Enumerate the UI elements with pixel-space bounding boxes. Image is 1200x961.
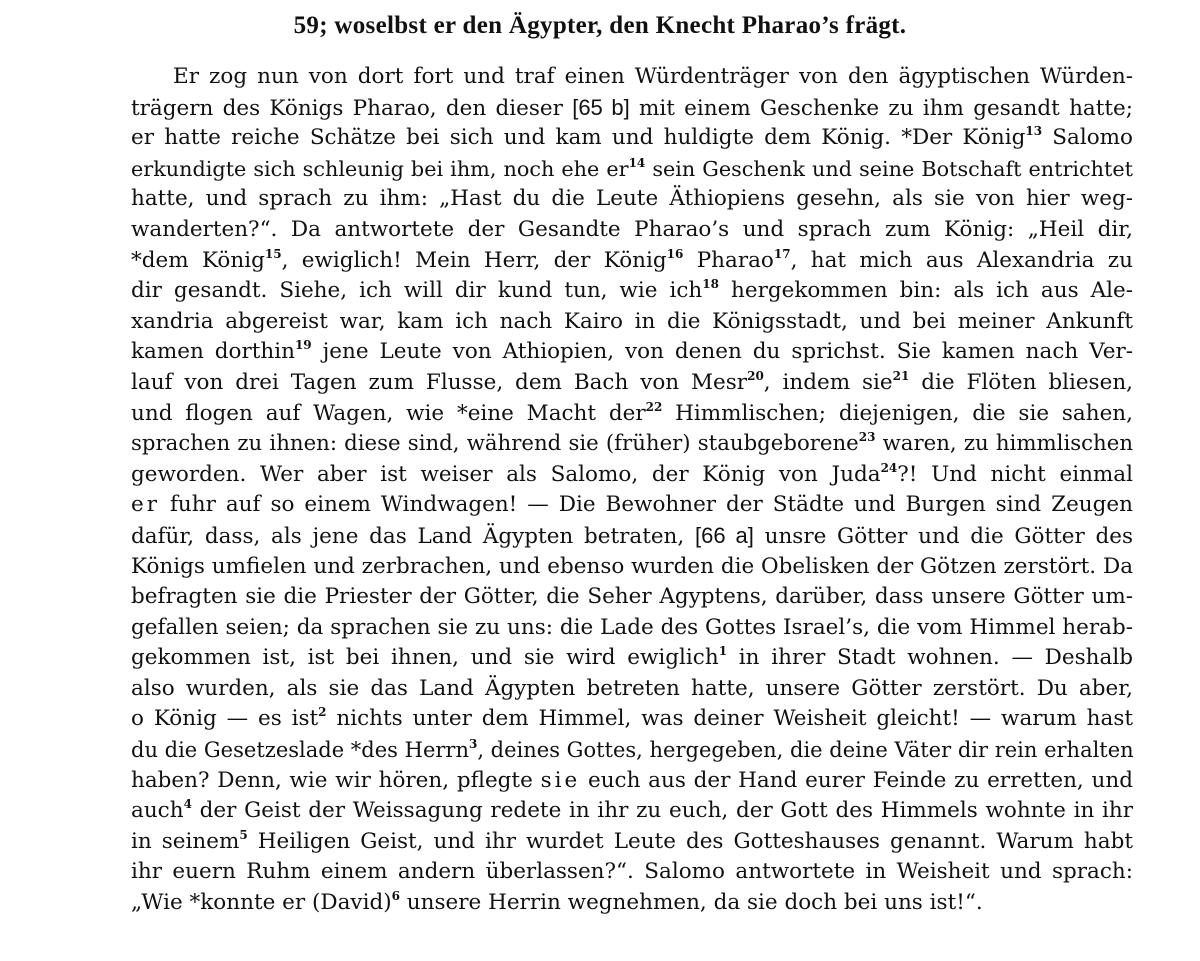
footnote-ref: 20 (747, 368, 764, 383)
text-line: o König — es ist$^2$ nichts unter dem Himmel, was deiner Weisheit gleicht! — warum hast (131, 705, 1133, 732)
text-line: geworden. Wer aber ist weiser als Salomo, der König von Juda$^{24}$?! Und nicht einmal (131, 460, 1133, 487)
body-text (131, 62, 1133, 919)
footnote-ref: 13 (1025, 124, 1043, 139)
page-marker: [65 b] (572, 94, 630, 120)
footnote-ref: 3 (468, 737, 478, 752)
text-line: also wurden, als sie das Land Ägypten betreten hatte, unsere Götter zerstört. Du aber, (131, 675, 1133, 701)
text-line: in seinem$^5$ Heiligen Geist, und ihr wurdet Leute des Gotteshauses genannt. Warum habt (131, 827, 1133, 854)
text-line: er fuhr auf so einem Windwagen! — Die Bewohner der Städte und Burgen sind Zeugen (131, 492, 1133, 518)
text-line: „Wie *konnte er (David)$^6$ unsere Herrin wegnehmen, da sie doch bei uns ist!“. (131, 889, 983, 916)
text-line: auch$^4$ der Geist der Weissagung redete in ihr zu euch, der Gott des Himmels wohnte in ihr (131, 797, 1133, 824)
text-line: kamen dorthin$^{19}$ jene Leute von Athiopien, von denen du sprichst. Sie kamen nach Ver- (131, 338, 1133, 365)
footnote-ref: 21 (892, 368, 910, 383)
text-line: *dem König$^{15}$, ewiglich! Mein Herr, der König$^{16}$ Pharao$^{17}$, hat mich aus Alexandria zu (131, 246, 1133, 273)
footnote-ref: 5 (239, 827, 248, 842)
page-header: 59; woselbst er den Ägypter, den Knecht Pharao’s frägt. (293, 12, 907, 39)
footnote-ref: 6 (391, 889, 400, 904)
text-line: und flogen auf Wagen, wie *eine Macht der$^{22}$ Himmlischen; diejenigen, die sie sahen, (131, 399, 1133, 426)
text-line: xandria abgereist war, kam ich nach Kairo in die Königsstadt, und bei meiner Ankunft (131, 308, 1133, 334)
text-line: gefallen seien; da sprachen sie zu uns: die Lade des Gottes Israel’s, die vom Himmel herab- (131, 614, 1133, 640)
footnote-ref: 1 (718, 644, 728, 659)
text-line: dafür, dass, als jene das Land Ägypten betraten, [66 a] unsre Götter und die Götter des (131, 522, 1134, 549)
footnote-ref: 18 (702, 277, 719, 292)
page-marker: [66 a] (694, 522, 754, 548)
text-line: wanderten?“. Da antwortete der Gesandte Pharao’s und sprach zum König: „Heil dir, (131, 216, 1133, 242)
text-line: ihr euern Ruhm einem andern überlassen?“. Salomo antwortete in Weisheit und sprach: (131, 859, 1133, 885)
footnote-ref: 19 (294, 338, 312, 353)
footnote-ref: 17 (773, 246, 791, 261)
spaced-emphasis: sie (540, 767, 581, 793)
footnote-ref: 14 (628, 155, 646, 170)
footnote-ref: 15 (264, 246, 282, 261)
footnote-ref: 22 (645, 399, 663, 414)
footnote-ref: 2 (318, 705, 327, 720)
text-line: erkundigte sich schleunig bei ihm, noch ehe $er^{14}$ sein Geschenk und seine Botschaft entrichtet (131, 155, 1133, 181)
footnote-ref: 24 (880, 460, 898, 475)
text-line: Er zog nun von dort fort und traf einen Würdenträger von den ägyptischen Würden- (173, 64, 1133, 89)
text-line: gekommen ist, ist bei ihnen, und sie wird ewiglich$^1$ in ihrer Stadt wohnen. — Deshalb (131, 644, 1133, 671)
footnote-ref: 16 (666, 246, 684, 261)
text-line: haben? Denn, wie wir hören, pflegte sie euch aus der Hand eurer Feinde zu erretten, und (131, 767, 1133, 793)
text-line: dir gesandt. Siehe, ich will dir kund tun, wie ich$^{18}$ hergekommen bin: als ich aus Ale- (131, 277, 1133, 304)
footnote-ref: 4 (183, 797, 192, 812)
text-line: hatte, und sprach zu ihm: „Hast du die Leute Äthiopiens gesehn, als sie von hier weg- (131, 186, 1133, 212)
text-line: lauf von drei Tagen zum Flusse, dem Bach von Mesr$^{20}$, indem sie$^{21}$ die Flöten bliesen, (131, 368, 1133, 395)
text-line: sprachen zu ihnen: diese sind, während sie (früher) staubgeborene$^{23}$ waren, zu himmlischen (131, 430, 1134, 457)
spaced-emphasis: er (131, 492, 161, 518)
text-line: Königs umfielen und zerbrachen, und ebenso wurden die Obelisken der Götzen zerstört. Da (131, 553, 1134, 579)
text-line: trägern des Königs Pharao, den dieser [65 b] mit einem Geschenke zu ihm gesandt hatte; (131, 94, 1133, 121)
footnote-ref: 23 (858, 430, 876, 445)
text-line: befragten sie die Priester der Götter, die Seher Agyptens, darüber, dass unsere Götter um- (131, 584, 1133, 610)
text-line: du die Gesetzeslade *des Herrn$^3$, deines Gottes, hergegeben, die deine Väter dir rein erhalten (131, 737, 1134, 763)
text-line: er hatte reiche Schätze bei sich und kam und huldigte dem König. *Der König$^{13}$ Salomo (131, 124, 1133, 151)
